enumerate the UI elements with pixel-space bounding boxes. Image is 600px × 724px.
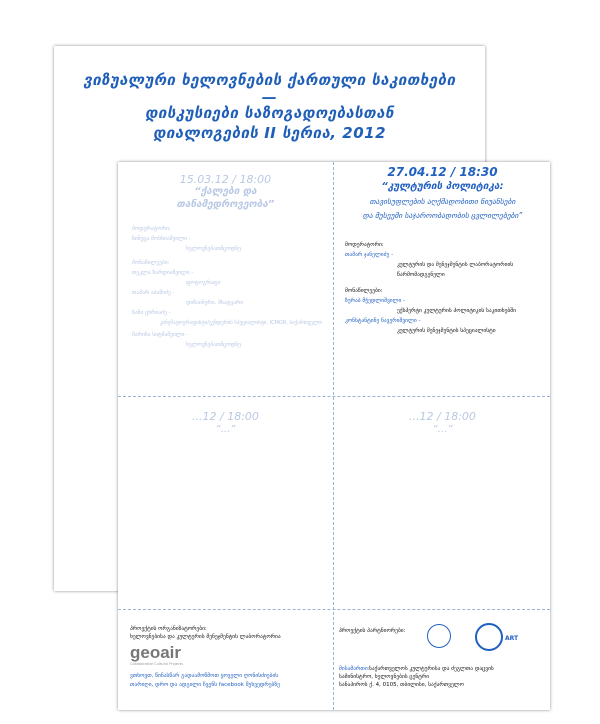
panel2-datetime: 27.04.12 / 18:30 <box>387 165 498 179</box>
back-title-line2: დისკუსიები საზოგადოებასთან <box>145 104 394 122</box>
panel3-title: “...” <box>215 424 236 435</box>
panel2-line: კულტურის მენეჯმენტის სპეციალისტი <box>397 328 496 334</box>
address-line2: სამინისტრო, ხელოვნების ცენტრი <box>339 674 430 680</box>
footer-left <box>118 609 333 710</box>
panel2-line: მოდერატორი: <box>345 242 384 248</box>
organizers-label: პროექტის ორგანიზატორები: <box>130 626 207 632</box>
panel1-line: ხელოვნებათმცოდნე <box>186 342 241 348</box>
panel2-line: წარმომადგენელი <box>397 272 445 278</box>
address-line1: საქართველოს კულტურისა და ძეგლთა დაცვის <box>369 666 494 672</box>
partners-label: პროექტის პარტნიორები: <box>339 628 406 634</box>
ministry-emblem-icon <box>427 624 451 648</box>
panel1-line: მარინა სიტმაშვილი - <box>132 332 189 338</box>
panel1-line: ხელოვნებათმცოდნე <box>186 246 241 252</box>
panel2-title-line1: “კულტურის პოლიტიკა: <box>381 181 504 192</box>
vertical-fold-line <box>333 162 334 710</box>
back-title-line3: დიალოგების II სერია, 2012 <box>152 124 387 142</box>
panel1-title-line2: თანამედროვეობა” <box>176 199 275 210</box>
address-line3: სანაპიროს ქ. 4, 0105, თბილისი, საქართველო <box>339 682 464 688</box>
front-program-sheet <box>118 162 550 710</box>
panel1-line: ნინუცა მოსხიაშვილი - <box>132 236 191 242</box>
panel4-title: “...” <box>432 424 453 435</box>
panel4-datetime: ...12 / 18:00 <box>409 410 476 423</box>
panel2-line: მონაწილეები: <box>345 288 383 294</box>
event-panel-1 <box>118 162 333 396</box>
event-panel-2 <box>335 162 550 396</box>
invite-line2: თარიღი, დრო და ადგილი ჩვენს facebook შეხვედრებზე <box>130 682 280 688</box>
art-logo-icon <box>475 623 503 651</box>
panel1-line: ნანი ცხრიაძე - <box>132 310 171 316</box>
panel2-title-line2: თავისუფლების აღქმადობითი ნიუანსები <box>369 197 516 206</box>
footer-right <box>335 609 550 710</box>
panel2-line: თამარ ჯანელიძე - <box>345 252 394 258</box>
panel1-line: თამარ აბაშიძე - <box>132 290 175 296</box>
art-logo-text: ART <box>505 635 519 642</box>
panel3-datetime: ...12 / 18:00 <box>192 410 259 423</box>
panel2-line: კულტურის და მენეჯმენტის ლაბორატორიის <box>397 262 514 268</box>
geoair-logo: geoair <box>130 643 182 662</box>
organizers-text: ხელოვნებისა და კულტურის მენეჯმენტის ლაბორატორია <box>130 634 281 640</box>
panel1-line: თეკლა ზარდიაშვილი - <box>132 270 194 276</box>
invite-line1: ვთხოვთ, წინასწარ გადაამოწმოთ ყოველი ღონისძიების <box>130 673 279 679</box>
panel1-line: მოდერატორი: <box>132 226 171 232</box>
event-panel-3 <box>118 396 333 609</box>
panel1-line: კინემატოგრაფისტი/გენდერის სპეციალისტი, ICMOR, საქართველო <box>160 320 323 326</box>
panel2-line: ზურაბ მჭედლიშვილი - <box>345 298 406 304</box>
address-label: მისამართი: <box>339 666 370 672</box>
panel1-line: მონაწილეები: <box>132 260 170 266</box>
back-title-dash: — <box>261 88 278 106</box>
back-title-line1: ვიზუალური ხელოვნების ქართული საკითხები <box>83 71 456 89</box>
panel2-title-line3: და მუსეუმი საჯაროობადობის ცვლილებები” <box>362 211 523 220</box>
panel1-title-line1: “ქალები და <box>194 186 257 197</box>
geoair-logo-subtitle: Collaborative Cultural Projects <box>130 662 183 666</box>
panel1-line: დიზაინერი, მხატვარი <box>186 300 244 306</box>
event-panel-4 <box>335 396 550 609</box>
panel1-datetime: 15.03.12 / 18:00 <box>179 173 272 186</box>
panel2-line: ექსპერტი კულტურის პოლიტიკის საკითხებში <box>397 308 516 314</box>
panel1-line: ფოტოგრაფი <box>186 280 221 286</box>
panel2-line: კონსტანტინე ნავერიშვილი - <box>345 318 421 324</box>
